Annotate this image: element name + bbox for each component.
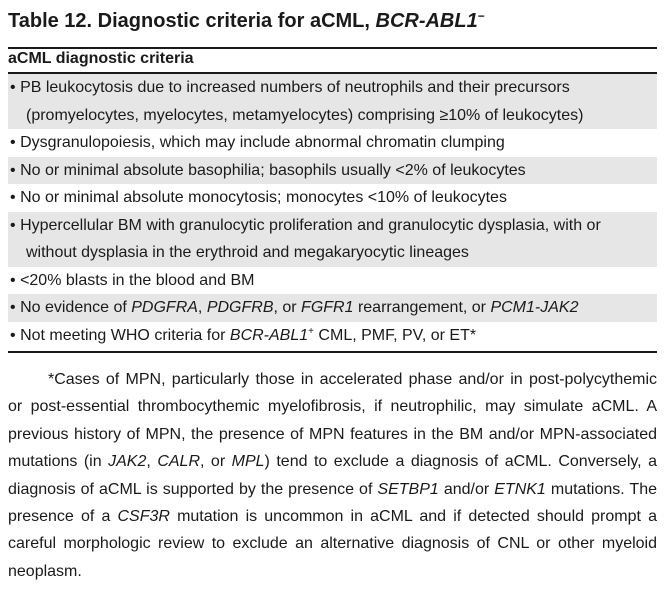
bullet: • — [10, 216, 16, 234]
criteria-row — [8, 212, 657, 267]
bullet: • — [10, 161, 16, 179]
row-text-continued: without dysplasia in the erythroid and megakaryocytic lineages — [26, 244, 469, 261]
row-text: No or minimal absolute monocytosis; monocytes <10% of leukocytes — [20, 189, 507, 206]
row-text-continued: (promyelocytes, myelocytes, metamyelocytes) comprising ≥10% of leukocytes) — [26, 106, 584, 124]
footnote-text: ) tend to exclude a diagnosis of aCML. Conversely, a diagnosis of aCML is supported by the presence of — [8, 453, 658, 498]
criteria-row — [8, 267, 657, 295]
table-title — [8, 10, 485, 33]
row-text: Not meeting WHO criteria for — [20, 326, 230, 344]
gene-name: PCM1-JAK2 — [490, 299, 579, 316]
gene-name: CALR — [157, 453, 200, 471]
row-text: Dysgranulopoiesis, which may include abnormal chromatin clumping — [20, 134, 505, 151]
footnote-text: , or — [200, 453, 232, 471]
footnote-paragraph — [8, 366, 657, 585]
footnote-text: mutations. The presence of a — [8, 480, 658, 526]
footnote — [8, 366, 657, 585]
gene-name: CSF3R — [117, 508, 170, 526]
bullet: • — [10, 79, 16, 96]
gene-name: PDGFRA — [131, 299, 198, 316]
bullet: • — [10, 271, 16, 289]
criteria-row — [8, 184, 657, 212]
row-text: Hypercellular BM with granulocytic proliferation and granulocytic dysplasia, with or — [20, 216, 601, 234]
title-gene: BCR-ABL1 — [375, 10, 478, 32]
title-superscript: − — [477, 9, 485, 23]
row-text: CML, PMF, PV, or ET* — [313, 326, 477, 344]
gene-name: PDGFRB — [206, 299, 274, 316]
bullet: • — [10, 326, 16, 344]
title-text: Table 12. Diagnostic criteria for aCML, — [8, 10, 376, 32]
gene-name: SETBP1 — [377, 480, 439, 498]
row-text: PB leukocytosis due to increased numbers of neutrophils and their precursors — [20, 79, 570, 96]
criteria-row — [8, 294, 657, 322]
criteria-row — [8, 74, 657, 129]
gene-name: JAK2 — [108, 453, 147, 471]
footnote-text: mutation is uncommon in aCML and if detected should prompt a careful morphologic review to exclude an alternative diagnosis of CNL or other myeloid neoplasm. — [8, 508, 657, 580]
criteria-row — [8, 322, 657, 350]
criteria-row — [8, 129, 657, 157]
row-text: No evidence of — [20, 299, 132, 316]
row-text: No or minimal absolute basophilia; basophils usually <2% of leukocytes — [20, 161, 526, 179]
footnote-text: and/or — [438, 480, 495, 498]
bottom-rule — [8, 351, 657, 353]
bullet: • — [10, 299, 16, 316]
column-header: aCML diagnostic criteria — [8, 50, 194, 67]
gene-name: MPL — [231, 453, 265, 471]
gene-name: FGFR1 — [301, 299, 354, 316]
criteria-row — [8, 157, 657, 185]
footnote-text: *Cases of MPN, particularly those in accelerated phase and/or in post-polycythemic or post-essential thrombocythemic myelofibrosis, if neutrophilic, may simulate aCML. A previous history of MPN, the presence of MPN features in the BM and/or MPN-associated mutations (in — [8, 371, 657, 471]
row-text: rearrangement, or — [353, 299, 491, 316]
bullet: • — [10, 189, 16, 206]
footnote-text: , — [146, 453, 158, 471]
row-text: , — [197, 299, 207, 316]
top-rule — [8, 47, 657, 49]
row-text: , or — [273, 299, 302, 316]
superscript: + — [308, 325, 314, 337]
gene-name: ETNK1 — [494, 480, 546, 498]
criteria-table — [8, 74, 657, 349]
gene-name: BCR-ABL1 — [229, 326, 309, 344]
bullet: • — [10, 134, 16, 151]
row-text: <20% blasts in the blood and BM — [20, 271, 255, 289]
